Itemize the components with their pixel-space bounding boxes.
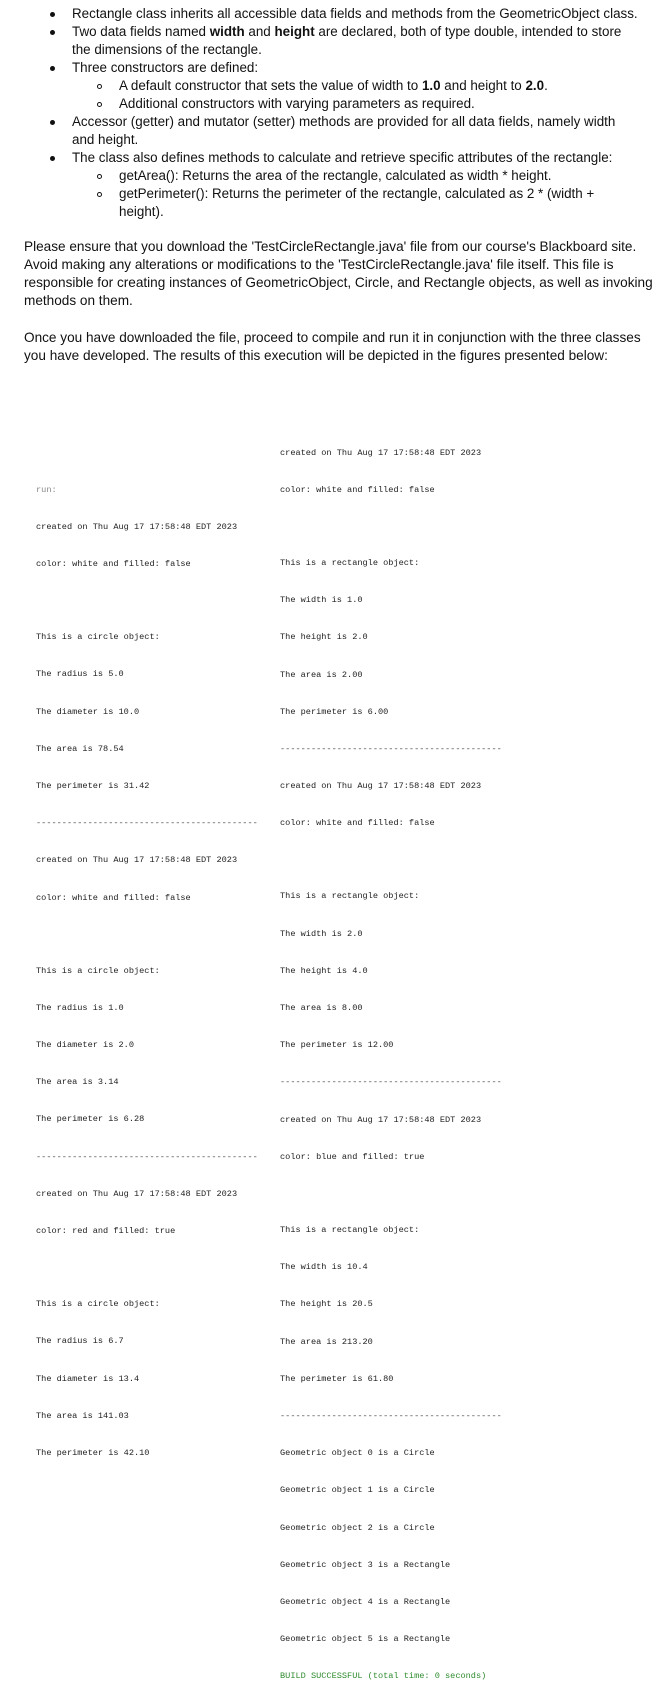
perimeter-line: The perimeter is 42.10 [36, 1447, 150, 1458]
perimeter-line: The perimeter is 61.80 [280, 1373, 394, 1384]
list-item-constructors: Three constructors are defined: [72, 60, 259, 75]
created-line: created on Thu Aug 17 17:58:48 EDT 2023 [36, 855, 238, 866]
object-title: This is a rectangle object: [280, 891, 420, 902]
perimeter-line: The perimeter is 31.42 [36, 781, 150, 792]
height-line: The height is 20.5 [280, 1299, 373, 1310]
created-line: created on Thu Aug 17 17:58:48 EDT 2023 [36, 1188, 238, 1199]
radius-line: The radius is 1.0 [36, 1002, 124, 1013]
geometric-object-line: Geometric object 4 is a Rectangle [280, 1596, 451, 1607]
list-item-accessors: Accessor (getter) and mutator (setter) methods are provided for all data fields, namely width [72, 114, 616, 129]
object-title: This is a circle object: [36, 965, 160, 976]
sub-item-get-perimeter-cont: height). [119, 204, 164, 219]
bullet-dot [50, 66, 55, 71]
object-title: This is a circle object: [36, 1299, 160, 1310]
created-line: created on Thu Aug 17 17:58:48 EDT 2023 [280, 781, 482, 792]
object-title: This is a circle object: [36, 632, 160, 643]
radius-line: The radius is 5.0 [36, 669, 124, 680]
geometric-object-line: Geometric object 0 is a Circle [280, 1448, 435, 1459]
list-item-data-fields-cont: the dimensions of the rectangle. [72, 42, 262, 57]
geometric-object-line: Geometric object 5 is a Rectangle [280, 1634, 451, 1645]
diameter-line: The diameter is 2.0 [36, 1040, 134, 1051]
bullet-dot [50, 12, 55, 17]
paragraph-compile-instructions: Once you have downloaded the file, proceed to compile and run it in conjunction with the three classes you have developed. The results of this execution will be depicted in the figures presented below: [24, 330, 641, 363]
sub-item-get-area: getArea(): Returns the area of the rectangle, calculated as width * height. [119, 168, 552, 183]
bullet-dot [50, 30, 55, 35]
sub-bullet-circle [97, 84, 102, 89]
area-line: The area is 3.14 [36, 1077, 119, 1088]
perimeter-line: The perimeter is 12.00 [280, 1040, 394, 1051]
color-line: color: white and filled: false [280, 818, 435, 829]
area-line: The area is 141.03 [36, 1410, 129, 1421]
created-line: created on Thu Aug 17 17:58:48 EDT 2023 [280, 447, 482, 458]
list-item-accessors-cont: and height. [72, 132, 139, 147]
bullet-dot [50, 156, 55, 161]
sub-item-default-constructor: A default constructor that sets the value of width to 1.0 and height to 2.0. [119, 78, 548, 93]
color-line: color: white and filled: false [36, 559, 191, 570]
height-line: The height is 4.0 [280, 965, 368, 976]
color-line: color: white and filled: false [280, 485, 435, 496]
paragraph-download-instructions: Please ensure that you download the 'TestCircleRectangle.java' file from our course's Blackboard site. Avoid making any alterations or modifications to the 'TestCircleRectangle.java' file itself. This file is responsible for creating instances of GeometricObject, Circle, and Rectangle objects, as well as invoking methods on them. [24, 239, 653, 308]
created-line: created on Thu Aug 17 17:58:48 EDT 2023 [36, 522, 238, 533]
sub-bullet-circle [97, 192, 102, 197]
width-line: The width is 2.0 [280, 928, 363, 939]
object-title: This is a rectangle object: [280, 558, 420, 569]
created-line: created on Thu Aug 17 17:58:48 EDT 2023 [280, 1114, 482, 1125]
build-successful-line: BUILD SUCCESSFUL (total time: 0 seconds) [280, 1671, 487, 1682]
diameter-line: The diameter is 10.0 [36, 706, 140, 717]
geometric-object-line: Geometric object 3 is a Rectangle [280, 1559, 451, 1570]
sub-item-get-perimeter: getPerimeter(): Returns the perimeter of the rectangle, calculated as 2 * (width + [119, 186, 595, 201]
separator-line: ------------------------------------------- [280, 1410, 502, 1421]
separator-line: ------------------------------------------- [36, 818, 258, 829]
sub-item-additional-constructors: Additional constructors with varying parameters as required. [119, 96, 475, 111]
area-line: The area is 2.00 [280, 669, 363, 680]
color-line: color: blue and filled: true [280, 1151, 425, 1162]
separator-line: ------------------------------------------- [280, 744, 502, 755]
height-line: The height is 2.0 [280, 632, 368, 643]
area-line: The area is 213.20 [280, 1336, 373, 1347]
width-line: The width is 1.0 [280, 595, 363, 606]
area-line: The area is 8.00 [280, 1003, 363, 1014]
geometric-object-line: Geometric object 2 is a Circle [280, 1522, 435, 1533]
run-label: run: [36, 484, 57, 495]
separator-line: ------------------------------------------- [36, 1151, 258, 1162]
radius-line: The radius is 6.7 [36, 1336, 124, 1347]
console-output-right [280, 422, 502, 1708]
diameter-line: The diameter is 13.4 [36, 1373, 140, 1384]
color-line: color: white and filled: false [36, 892, 191, 903]
list-item-methods: The class also defines methods to calculate and retrieve specific attributes of the rectangle: [72, 150, 613, 165]
console-output-left [36, 459, 258, 1484]
object-title: This is a rectangle object: [280, 1224, 420, 1235]
perimeter-line: The perimeter is 6.00 [280, 706, 389, 717]
list-item-inherits: Rectangle class inherits all accessible data fields and methods from the GeometricObject class. [72, 6, 638, 21]
color-line: color: red and filled: true [36, 1226, 176, 1237]
area-line: The area is 78.54 [36, 743, 124, 754]
separator-line: ------------------------------------------- [280, 1077, 502, 1088]
list-item-data-fields: Two data fields named width and height are declared, both of type double, intended to store [72, 24, 622, 39]
sub-bullet-circle [97, 102, 102, 107]
width-line: The width is 10.4 [280, 1262, 368, 1273]
geometric-object-line: Geometric object 1 is a Circle [280, 1485, 435, 1496]
bullet-dot [50, 120, 55, 125]
perimeter-line: The perimeter is 6.28 [36, 1114, 145, 1125]
sub-bullet-circle [97, 174, 102, 179]
